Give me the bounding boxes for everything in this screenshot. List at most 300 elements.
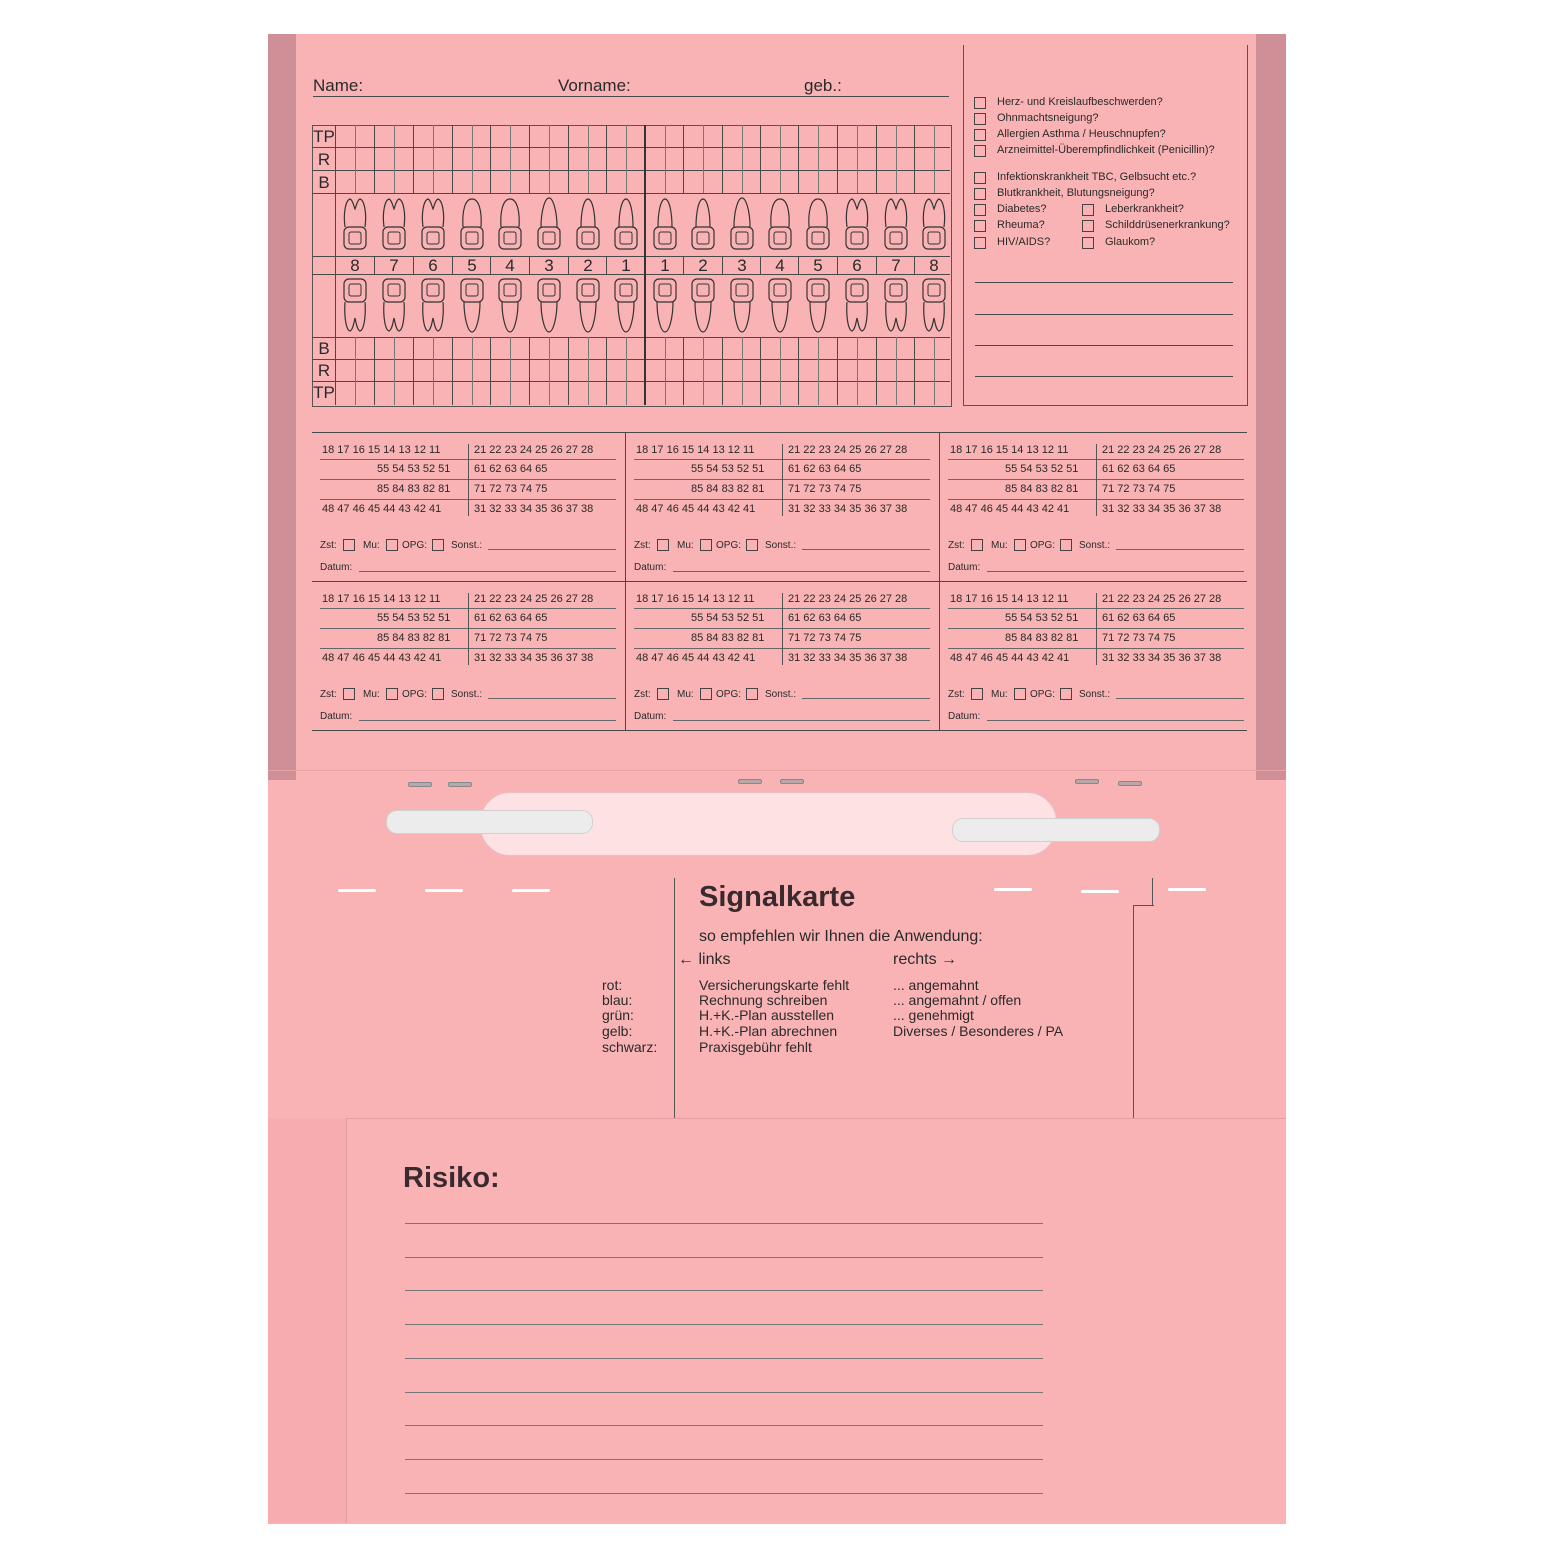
slot-mark: [512, 889, 550, 892]
upper-tooth-icon: [765, 197, 795, 253]
befund-midline: [1096, 444, 1097, 516]
lower-tooth-icon: [765, 276, 795, 334]
chart-column-rule: [490, 125, 491, 193]
chart-column-rule: [722, 337, 723, 405]
lower-tooth-icon: [803, 276, 833, 334]
befund-row-3-left: 85 84 83 82 81: [691, 483, 765, 495]
anamnesis-checkbox[interactable]: [974, 129, 986, 141]
mu-checkbox[interactable]: [700, 688, 712, 700]
row-label-r-top: R: [317, 150, 331, 169]
befund-bottom-rule: [312, 730, 1247, 731]
opg-label: OPG:: [1030, 689, 1056, 700]
chart-column-rule: [876, 125, 877, 193]
chart-subcolumn-rule: [549, 125, 550, 193]
chart-subcolumn-rule: [510, 337, 511, 405]
befund-row-2-left: 55 54 53 52 51: [691, 463, 765, 475]
name-line[interactable]: [313, 96, 949, 97]
sonst-line[interactable]: [1116, 549, 1244, 550]
chart-subcolumn-rule: [857, 337, 858, 405]
chart-subcolumn-rule: [934, 337, 935, 405]
mu-label: Mu:: [991, 540, 1008, 551]
zst-checkbox[interactable]: [971, 688, 983, 700]
befund-row-3-right: 71 72 73 74 75: [788, 632, 862, 644]
chart-subcolumn-rule: [818, 337, 819, 405]
befund-midline: [468, 593, 469, 665]
befund-top-rule: [312, 432, 1247, 433]
chart-subcolumn-rule: [626, 337, 627, 405]
befund-midline: [1096, 593, 1097, 665]
anamnesis-checkbox[interactable]: [974, 172, 986, 184]
anamnesis-question: Glaukom?: [1105, 236, 1156, 248]
chart-subcolumn-rule: [433, 337, 434, 405]
signal-rechts-item: ... angemahnt: [893, 977, 979, 993]
chart-subcolumn-rule: [780, 337, 781, 405]
anamnesis-note-line[interactable]: [975, 345, 1233, 346]
datum-line[interactable]: [987, 571, 1244, 572]
datum-label: Datum:: [320, 711, 353, 722]
tooth-number: 7: [891, 256, 901, 275]
signal-right-head: [893, 951, 957, 969]
chart-subcolumn-rule: [665, 337, 666, 405]
arrow-right-icon: →: [941, 951, 958, 968]
chart-column-rule: [837, 125, 838, 193]
upper-tooth-icon: [611, 197, 641, 253]
sonst-line[interactable]: [488, 549, 616, 550]
chart-subcolumn-rule: [703, 125, 704, 193]
zst-checkbox[interactable]: [657, 539, 669, 551]
zst-label: Zst:: [948, 540, 965, 551]
chart-subcolumn-rule: [626, 125, 627, 193]
sonst-label: Sonst.:: [1079, 540, 1111, 551]
tooth-number-divider: [452, 256, 453, 274]
chart-subcolumn-rule: [896, 125, 897, 193]
anamnesis-checkbox[interactable]: [974, 145, 986, 157]
befund-row-2-left: 55 54 53 52 51: [377, 463, 451, 475]
befund-row-3-left: 85 84 83 82 81: [1005, 483, 1079, 495]
upper-tooth-icon: [881, 197, 911, 253]
zst-checkbox[interactable]: [343, 688, 355, 700]
chart-column-rule: [683, 125, 684, 193]
befund-row-2-right: 61 62 63 64 65: [788, 463, 862, 475]
datum-label: Datum:: [634, 711, 667, 722]
befund-row-4-left: 48 47 46 45 44 43 42 41: [950, 652, 1070, 664]
befund-row-4-left: 48 47 46 45 44 43 42 41: [950, 503, 1070, 515]
row-label-tp-top: TP: [313, 127, 335, 146]
chart-column-rule: [452, 337, 453, 405]
opg-label: OPG:: [1030, 540, 1056, 551]
mu-label: Mu:: [363, 540, 380, 551]
chart-column-rule: [452, 125, 453, 193]
upper-tooth-icon: [379, 197, 409, 253]
tooth-number: 6: [428, 256, 438, 275]
befund-row-1-left: 18 17 16 15 14 13 12 11: [950, 593, 1069, 605]
opg-checkbox[interactable]: [746, 539, 758, 551]
anamnesis-checkbox[interactable]: [974, 204, 986, 216]
opg-label: OPG:: [716, 540, 742, 551]
chart-subcolumn-rule: [742, 337, 743, 405]
mu-label: Mu:: [363, 689, 380, 700]
risk-line[interactable]: [405, 1290, 1043, 1291]
row-label-tp-bottom: TP: [313, 383, 335, 402]
befund-row-2-right: 61 62 63 64 65: [788, 612, 862, 624]
opg-checkbox[interactable]: [1060, 688, 1072, 700]
chart-column-rule: [722, 125, 723, 193]
anamnesis-question: Schilddrüsenerkrankung?: [1105, 219, 1230, 231]
anamnesis-question: Arzneimittel-Überempfindlichkeit (Penicillin)?: [997, 144, 1215, 156]
chart-subcolumn-rule: [896, 337, 897, 405]
chart-column-rule: [876, 337, 877, 405]
signal-color-label: grün:: [602, 1007, 634, 1023]
row-label-b-top: B: [318, 173, 330, 192]
signal-color-label: blau:: [602, 992, 633, 1008]
befund-row-1-left: 18 17 16 15 14 13 12 11: [636, 593, 755, 605]
chart-subcolumn-rule: [394, 125, 395, 193]
tooth-number: 5: [467, 256, 477, 275]
befund-row-1-right: 21 22 23 24 25 26 27 28: [788, 444, 908, 456]
name-label: Name:: [313, 76, 364, 95]
chart-subcolumn-rule: [355, 125, 356, 193]
opg-checkbox[interactable]: [746, 688, 758, 700]
anamnesis-question: HIV/AIDS?: [997, 236, 1051, 248]
befund-row-2-right: 61 62 63 64 65: [1102, 463, 1176, 475]
tooth-number-divider: [760, 256, 761, 274]
chart-subcolumn-rule: [857, 125, 858, 193]
anamnesis-question: Infektionskrankheit TBC, Gelbsucht etc.?: [997, 171, 1197, 183]
signal-links-item: H.+K.-Plan abrechnen: [699, 1023, 838, 1039]
datum-line[interactable]: [359, 571, 616, 572]
upper-tooth-icon: [727, 197, 757, 253]
befund-row-2-right: 61 62 63 64 65: [474, 612, 548, 624]
signal-rechts-item: ... genehmigt: [893, 1007, 974, 1023]
anamnesis-question: Diabetes?: [997, 203, 1047, 215]
chart-subcolumn-rule: [510, 125, 511, 193]
sonst-line[interactable]: [802, 698, 930, 699]
signal-rechts-item: ... angemahnt / offen: [893, 992, 1022, 1008]
staple-mark: [738, 779, 762, 784]
anamnesis-note-line[interactable]: [975, 314, 1233, 315]
signal-color-label: rot:: [602, 977, 623, 993]
signal-rechts-item: Diverses / Besonderes / PA: [893, 1023, 1064, 1039]
row-label-b-bottom: B: [318, 339, 330, 358]
zst-label: Zst:: [634, 689, 651, 700]
upper-tooth-icon: [688, 197, 718, 253]
zst-label: Zst:: [948, 689, 965, 700]
upper-tooth-icon: [573, 197, 603, 253]
chart-rule: [312, 193, 950, 194]
chart-column-rule: [529, 337, 530, 405]
opg-label: OPG:: [402, 689, 428, 700]
zst-label: Zst:: [320, 540, 337, 551]
befund-divider: [625, 432, 626, 730]
chart-column-rule: [683, 337, 684, 405]
rechts-label: rechts: [893, 951, 937, 968]
slot-mark: [1168, 888, 1206, 891]
anamnesis-question: Blutkrankheit, Blutungsneigung?: [997, 187, 1155, 199]
risk-line[interactable]: [405, 1392, 1043, 1393]
chart-subcolumn-rule: [703, 337, 704, 405]
tooth-number-divider: [837, 256, 838, 274]
upper-tooth-icon: [457, 197, 487, 253]
datum-line[interactable]: [673, 571, 930, 572]
lower-tooth-icon: [727, 276, 757, 334]
tooth-number: 8: [350, 256, 360, 275]
mu-label: Mu:: [677, 689, 694, 700]
chart-subcolumn-rule: [934, 125, 935, 193]
lower-tooth-icon: [418, 276, 448, 334]
upper-tooth-icon: [495, 197, 525, 253]
tooth-number: 4: [505, 256, 515, 275]
anamnesis-checkbox[interactable]: [974, 237, 986, 249]
sonst-label: Sonst.:: [451, 540, 483, 551]
sonst-line[interactable]: [488, 698, 616, 699]
befund-row-4-right: 31 32 33 34 35 36 37 38: [474, 503, 594, 515]
signal-links-item: Versicherungskarte fehlt: [699, 977, 850, 993]
tooth-number-divider: [490, 256, 491, 274]
sonst-line[interactable]: [1116, 698, 1244, 699]
datum-label: Datum:: [320, 562, 353, 573]
zst-checkbox[interactable]: [657, 688, 669, 700]
befund-row-2-right: 61 62 63 64 65: [474, 463, 548, 475]
opg-label: OPG:: [402, 540, 428, 551]
befund-row-1-right: 21 22 23 24 25 26 27 28: [474, 444, 594, 456]
befund-row-2-left: 55 54 53 52 51: [377, 612, 451, 624]
risk-line[interactable]: [405, 1257, 1043, 1258]
mu-checkbox[interactable]: [700, 539, 712, 551]
befund-row-1-right: 21 22 23 24 25 26 27 28: [474, 593, 594, 605]
lower-tooth-icon: [573, 276, 603, 334]
sonst-label: Sonst.:: [765, 540, 797, 551]
chart-rule: [312, 359, 950, 360]
anamnesis-note-line[interactable]: [975, 376, 1233, 377]
staple-mark: [1118, 781, 1142, 786]
fastener-tongue-right[interactable]: [952, 818, 1160, 842]
chart-rule: [312, 337, 950, 338]
opg-checkbox[interactable]: [432, 688, 444, 700]
lower-tooth-icon: [688, 276, 718, 334]
anamnesis-checkbox[interactable]: [1082, 220, 1094, 232]
tooth-number-divider: [798, 256, 799, 274]
upper-tooth-icon: [803, 197, 833, 253]
signal-color-label: gelb:: [602, 1023, 633, 1039]
befund-row-4-right: 31 32 33 34 35 36 37 38: [788, 652, 908, 664]
risk-title: Risiko:: [403, 1162, 500, 1194]
chart-subcolumn-rule: [394, 337, 395, 405]
zst-checkbox[interactable]: [343, 539, 355, 551]
lower-tooth-icon: [534, 276, 564, 334]
lower-tooth-icon: [881, 276, 911, 334]
befund-row-1-right: 21 22 23 24 25 26 27 28: [788, 593, 908, 605]
anamnesis-checkbox[interactable]: [1082, 204, 1094, 216]
befund-row-2-left: 55 54 53 52 51: [1005, 463, 1079, 475]
mu-checkbox[interactable]: [1014, 688, 1026, 700]
lower-tooth-icon: [611, 276, 641, 334]
tooth-number: 4: [775, 256, 785, 275]
chart-column-rule: [837, 337, 838, 405]
mu-label: Mu:: [677, 540, 694, 551]
risk-line[interactable]: [405, 1324, 1043, 1325]
staple-mark: [780, 779, 804, 784]
chart-rule: [312, 147, 950, 148]
chart-column-rule: [798, 337, 799, 405]
staple-mark: [1075, 779, 1099, 784]
befund-row-4-left: 48 47 46 45 44 43 42 41: [322, 652, 442, 664]
left-edge-strip: [268, 34, 296, 780]
signal-links-item: Rechnung schreiben: [699, 992, 828, 1008]
befund-midline: [782, 593, 783, 665]
staple-mark: [448, 782, 472, 787]
anamnesis-checkbox[interactable]: [974, 188, 986, 200]
sonst-label: Sonst.:: [765, 689, 797, 700]
befund-row-1-left: 18 17 16 15 14 13 12 11: [322, 593, 441, 605]
signal-links-item: Praxisgebühr fehlt: [699, 1039, 812, 1055]
upper-tooth-icon: [340, 197, 370, 253]
tooth-number-divider: [683, 256, 684, 274]
befund-row-1-right: 21 22 23 24 25 26 27 28: [1102, 593, 1222, 605]
lower-tooth-icon: [457, 276, 487, 334]
anamnesis-question: Rheuma?: [997, 219, 1045, 231]
mu-checkbox[interactable]: [1014, 539, 1026, 551]
chart-column-rule: [568, 337, 569, 405]
risk-line[interactable]: [405, 1223, 1043, 1224]
anamnesis-checkbox[interactable]: [974, 220, 986, 232]
anamnesis-checkbox[interactable]: [974, 113, 986, 125]
befund-row-3-left: 85 84 83 82 81: [377, 483, 451, 495]
mu-label: Mu:: [991, 689, 1008, 700]
tooth-number: 3: [544, 256, 554, 275]
geb-label: geb.:: [804, 76, 842, 95]
chart-column-rule: [490, 337, 491, 405]
anamnesis-question: Leberkrankheit?: [1105, 203, 1184, 215]
tooth-number: 3: [737, 256, 747, 275]
chart-subcolumn-rule: [742, 125, 743, 193]
befund-midline: [782, 444, 783, 516]
risk-line[interactable]: [405, 1358, 1043, 1359]
zst-label: Zst:: [634, 540, 651, 551]
arrow-left-icon: ←: [678, 951, 694, 968]
anamnesis-question: Ohnmachtsneigung?: [997, 112, 1099, 124]
tooth-number: 2: [698, 256, 708, 275]
anamnesis-note-line[interactable]: [975, 282, 1233, 283]
chart-subcolumn-rule: [549, 337, 550, 405]
lower-tooth-icon: [842, 276, 872, 334]
befund-row-4-left: 48 47 46 45 44 43 42 41: [636, 652, 756, 664]
befund-row-3-right: 71 72 73 74 75: [1102, 483, 1176, 495]
datum-label: Datum:: [948, 562, 981, 573]
chart-rule: [312, 381, 950, 382]
chart-subcolumn-rule: [588, 125, 589, 193]
upper-tooth-icon: [534, 197, 564, 253]
sonst-label: Sonst.:: [451, 689, 483, 700]
sonst-label: Sonst.:: [1079, 689, 1111, 700]
risk-line[interactable]: [405, 1459, 1043, 1460]
upper-tooth-icon: [919, 197, 949, 253]
chart-column-rule: [798, 125, 799, 193]
risk-line[interactable]: [405, 1493, 1043, 1494]
befund-row-3-right: 71 72 73 74 75: [474, 632, 548, 644]
chart-column-rule: [914, 337, 915, 405]
tooth-number: 1: [621, 256, 631, 275]
chart-column-rule: [413, 337, 414, 405]
lower-tooth-icon: [650, 276, 680, 334]
tooth-number: 1: [660, 256, 670, 275]
chart-subcolumn-rule: [472, 125, 473, 193]
datum-label: Datum:: [948, 711, 981, 722]
signal-subtitle: so empfehlen wir Ihnen die Anwendung:: [699, 928, 983, 945]
tooth-number: 7: [389, 256, 399, 275]
chart-column-rule: [760, 337, 761, 405]
chart-column-rule: [413, 125, 414, 193]
fastener-tongue-left[interactable]: [386, 810, 593, 834]
tooth-number: 5: [813, 256, 823, 275]
befund-row-4-right: 31 32 33 34 35 36 37 38: [474, 652, 594, 664]
opg-checkbox[interactable]: [432, 539, 444, 551]
slot-mark: [338, 889, 376, 892]
chart-subcolumn-rule: [780, 125, 781, 193]
mu-checkbox[interactable]: [386, 539, 398, 551]
datum-line[interactable]: [359, 720, 616, 721]
chart-rule: [312, 170, 950, 171]
befund-row-2-right: 61 62 63 64 65: [1102, 612, 1176, 624]
chart-column-rule: [529, 125, 530, 193]
chart-subcolumn-rule: [355, 337, 356, 405]
zst-checkbox[interactable]: [971, 539, 983, 551]
befund-row-2-left: 55 54 53 52 51: [1005, 612, 1079, 624]
risk-line[interactable]: [405, 1425, 1043, 1426]
zst-label: Zst:: [320, 689, 337, 700]
datum-line[interactable]: [987, 720, 1244, 721]
befund-row-3-right: 71 72 73 74 75: [1102, 632, 1176, 644]
fold-line: [268, 770, 1286, 771]
chart-column-rule: [760, 125, 761, 193]
befund-row-2-left: 55 54 53 52 51: [691, 612, 765, 624]
chart-subcolumn-rule: [588, 337, 589, 405]
opg-checkbox[interactable]: [1060, 539, 1072, 551]
anamnesis-checkbox[interactable]: [1082, 237, 1094, 249]
signal-title: Signalkarte: [699, 881, 856, 913]
anamnesis-question: Herz- und Kreislaufbeschwerden?: [997, 96, 1163, 108]
signal-tab-right-edge: [1133, 905, 1154, 1128]
befund-row-4-left: 48 47 46 45 44 43 42 41: [636, 503, 756, 515]
sonst-line[interactable]: [802, 549, 930, 550]
risk-pocket-flap: [268, 1118, 347, 1523]
tooth-number: 6: [852, 256, 862, 275]
chart-column-rule: [568, 125, 569, 193]
chart-column-rule: [374, 337, 375, 405]
befund-row-3-right: 71 72 73 74 75: [474, 483, 548, 495]
right-edge-strip: [1256, 34, 1286, 780]
befund-row-1-left: 18 17 16 15 14 13 12 11: [950, 444, 1069, 456]
befund-row-1-left: 18 17 16 15 14 13 12 11: [322, 444, 441, 456]
befund-row-4-right: 31 32 33 34 35 36 37 38: [788, 503, 908, 515]
chart-column-rule: [606, 337, 607, 405]
tooth-number: 8: [929, 256, 939, 275]
anamnesis-checkbox[interactable]: [974, 97, 986, 109]
befund-row-3-right: 71 72 73 74 75: [788, 483, 862, 495]
mu-checkbox[interactable]: [386, 688, 398, 700]
befund-midline: [468, 444, 469, 516]
signal-left-head: [678, 951, 730, 969]
chart-subcolumn-rule: [433, 125, 434, 193]
signal-links-item: H.+K.-Plan ausstellen: [699, 1007, 835, 1023]
tooth-number-divider: [413, 256, 414, 274]
befund-row-4-right: 31 32 33 34 35 36 37 38: [1102, 503, 1222, 515]
upper-tooth-icon: [650, 197, 680, 253]
datum-line[interactable]: [673, 720, 930, 721]
opg-label: OPG:: [716, 689, 742, 700]
tooth-number-divider: [374, 256, 375, 274]
befund-row-3-left: 85 84 83 82 81: [691, 632, 765, 644]
signal-color-label: schwarz:: [602, 1039, 658, 1055]
